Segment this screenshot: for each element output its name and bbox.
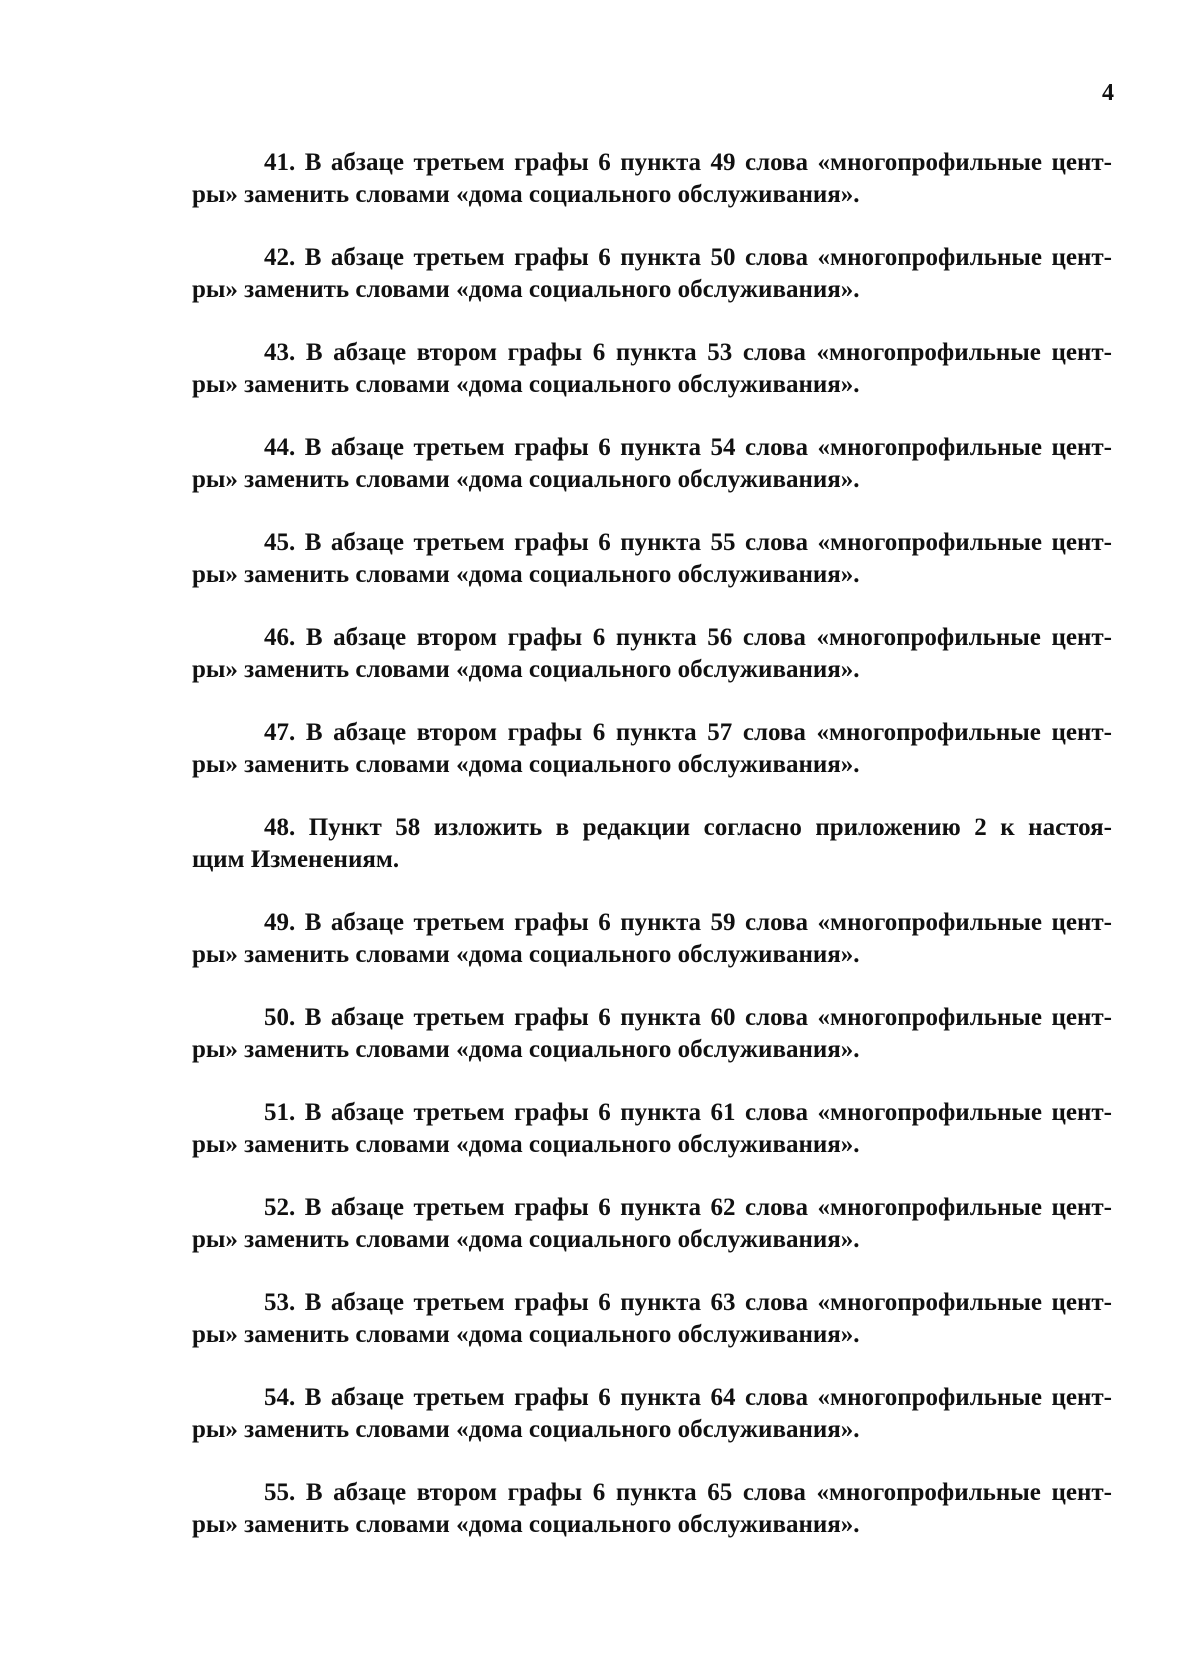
amendment-item: [192, 907, 1112, 971]
amendment-item: [192, 1477, 1112, 1541]
amendment-text-line-1: 41. В абзаце третьем графы 6 пункта 49 слова «многопрофильные цент-: [264, 149, 1112, 176]
amendment-text-line-2: ры» заменить словами «дома социального обслуживания».: [192, 181, 860, 208]
amendment-item: [192, 1192, 1112, 1256]
amendment-text-line-1: 42. В абзаце третьем графы 6 пункта 50 слова «многопрофильные цент-: [264, 244, 1112, 271]
amendment-item: [192, 147, 1112, 211]
amendment-item: [192, 1097, 1112, 1161]
amendment-text-line-2: ры» заменить словами «дома социального обслуживания».: [192, 941, 860, 968]
amendment-text-line-1: 55. В абзаце втором графы 6 пункта 65 слова «многопрофильные цент-: [264, 1479, 1112, 1506]
amendment-text-line-2: ры» заменить словами «дома социального обслуживания».: [192, 276, 860, 303]
amendment-item: [192, 242, 1112, 306]
amendment-text-line-2: ры» заменить словами «дома социального обслуживания».: [192, 1036, 860, 1063]
amendment-text-line-1: 44. В абзаце третьем графы 6 пункта 54 слова «многопрофильные цент-: [264, 434, 1112, 461]
amendment-text-line-1: 47. В абзаце втором графы 6 пункта 57 слова «многопрофильные цент-: [264, 719, 1112, 746]
amendment-text-line-1: 43. В абзаце втором графы 6 пункта 53 слова «многопрофильные цент-: [264, 339, 1112, 366]
amendment-item: [192, 622, 1112, 686]
amendment-item: [192, 337, 1112, 401]
amendment-text-line-2: ры» заменить словами «дома социального обслуживания».: [192, 1416, 860, 1443]
amendment-text-line-2: ры» заменить словами «дома социального обслуживания».: [192, 466, 860, 493]
page-number: 4: [1102, 80, 1114, 106]
amendment-text-line-2: ры» заменить словами «дома социального обслуживания».: [192, 371, 860, 398]
amendment-text-line-1: 49. В абзаце третьем графы 6 пункта 59 слова «многопрофильные цент-: [264, 909, 1112, 936]
amendment-item: [192, 527, 1112, 591]
amendment-item: [192, 812, 1112, 876]
amendment-text-line-1: 50. В абзаце третьем графы 6 пункта 60 слова «многопрофильные цент-: [264, 1004, 1112, 1031]
amendment-item: [192, 1382, 1112, 1446]
amendment-text-line-2: ры» заменить словами «дома социального обслуживания».: [192, 1321, 860, 1348]
amendment-item: [192, 432, 1112, 496]
amendment-list: [192, 147, 1112, 1572]
amendment-text-line-1: 52. В абзаце третьем графы 6 пункта 62 слова «многопрофильные цент-: [264, 1194, 1112, 1221]
amendment-text-line-1: 54. В абзаце третьем графы 6 пункта 64 слова «многопрофильные цент-: [264, 1384, 1112, 1411]
amendment-item: [192, 1002, 1112, 1066]
amendment-text-line-2: ры» заменить словами «дома социального обслуживания».: [192, 751, 860, 778]
amendment-text-line-1: 46. В абзаце втором графы 6 пункта 56 слова «многопрофильные цент-: [264, 624, 1112, 651]
amendment-item: [192, 717, 1112, 781]
amendment-text-line-2: ры» заменить словами «дома социального обслуживания».: [192, 561, 860, 588]
amendment-text-line-1: 51. В абзаце третьем графы 6 пункта 61 слова «многопрофильные цент-: [264, 1099, 1112, 1126]
amendment-text-line-1: 48. Пункт 58 изложить в редакции согласно приложению 2 к настоя-: [264, 814, 1112, 841]
amendment-text-line-2: ры» заменить словами «дома социального обслуживания».: [192, 656, 860, 683]
amendment-text-line-1: 53. В абзаце третьем графы 6 пункта 63 слова «многопрофильные цент-: [264, 1289, 1112, 1316]
amendment-text-line-1: 45. В абзаце третьем графы 6 пункта 55 слова «многопрофильные цент-: [264, 529, 1112, 556]
amendment-item: [192, 1287, 1112, 1351]
amendment-text-line-2: ры» заменить словами «дома социального обслуживания».: [192, 1131, 860, 1158]
amendment-text-line-2: щим Изменениям.: [192, 846, 400, 873]
amendment-text-line-2: ры» заменить словами «дома социального обслуживания».: [192, 1511, 860, 1538]
amendment-text-line-2: ры» заменить словами «дома социального обслуживания».: [192, 1226, 860, 1253]
